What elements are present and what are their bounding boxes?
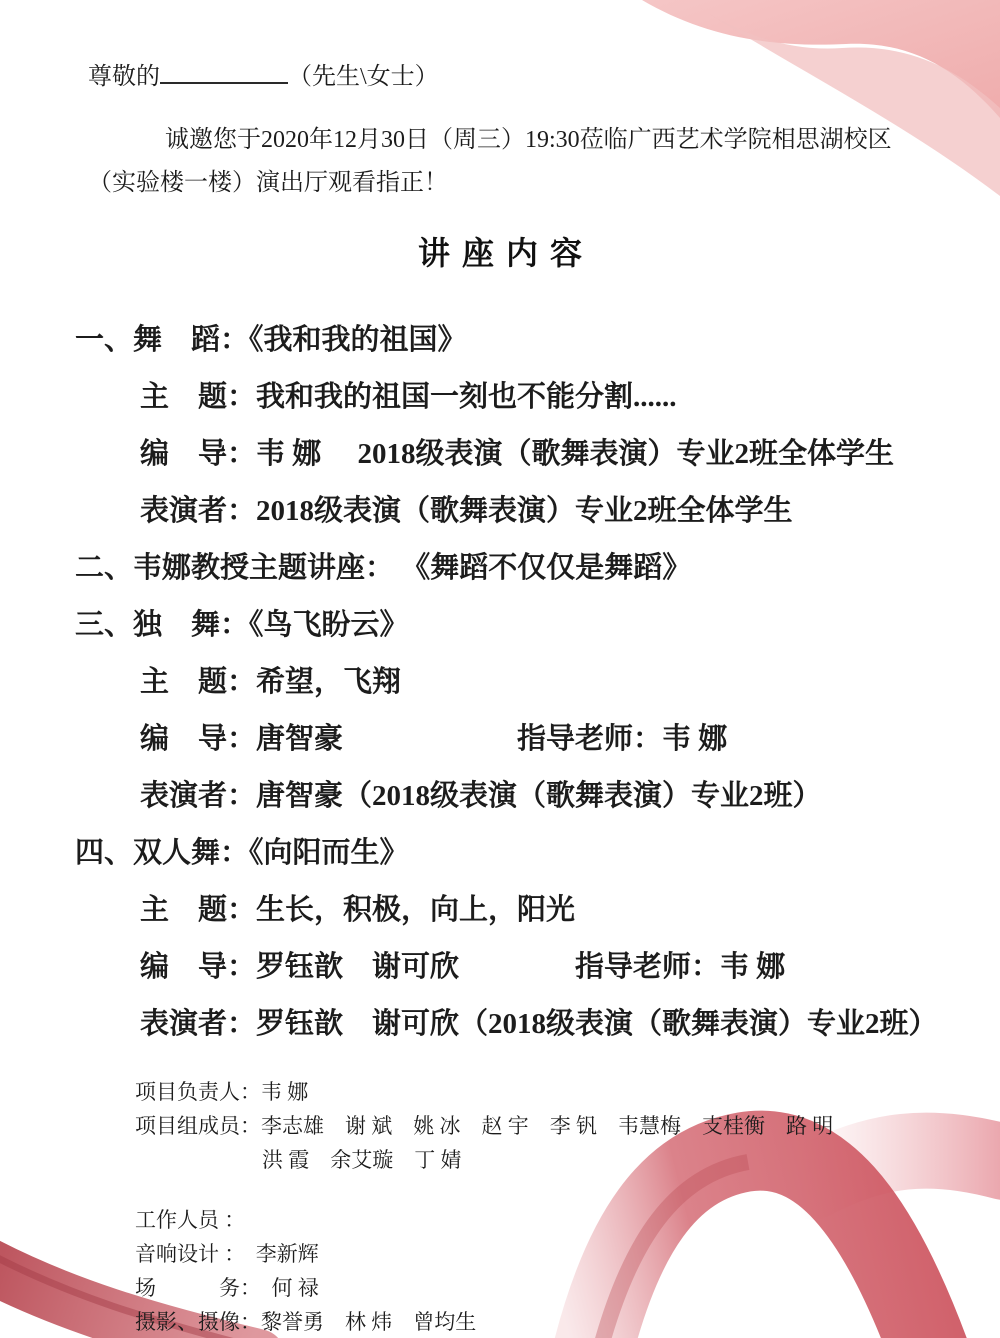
invite-line-2: （实验楼一楼）演出厅观看指正！ bbox=[88, 170, 448, 196]
credits-line: 工作人员 ： bbox=[135, 1208, 246, 1232]
credits-line: 项目负责人：韦 娜 bbox=[135, 1080, 309, 1104]
program-list bbox=[0, 312, 1000, 1053]
program-line: 四、双人舞：《向阳而生》 bbox=[75, 837, 409, 869]
credits-line: 项目组成员：李志雄 谢 斌 姚 冰 赵 宇 李 钒 韦慧梅 支桂衡 路 明 bbox=[135, 1114, 834, 1138]
salutation-blank-underline bbox=[160, 60, 288, 84]
page-title: 讲座内容 bbox=[417, 235, 594, 271]
credits-line: 场 务： 何 禄 bbox=[135, 1276, 319, 1300]
program-line: 编 导：罗钰歆 谢可欣 指导老师：韦 娜 bbox=[140, 951, 786, 983]
credits-spacer bbox=[0, 1177, 1000, 1203]
salutation-suffix: （先生\女士） bbox=[288, 64, 439, 90]
program-line: 表演者：罗钰歆 谢可欣（2018级表演（歌舞表演）专业2班） bbox=[140, 1008, 938, 1040]
program-line: 编 导：韦 娜 2018级表演（歌舞表演）专业2班全体学生 bbox=[140, 438, 895, 470]
program-line: 三、独 舞：《鸟飞盼云》 bbox=[75, 609, 409, 641]
program-line: 主 题：希望，飞翔 bbox=[140, 666, 402, 698]
credits-line: 洪 霞 余艾璇 丁 婧 bbox=[262, 1148, 462, 1172]
salutation-prefix: 尊敬的 bbox=[88, 64, 160, 90]
program-line: 二、韦娜教授主题讲座： 《舞蹈不仅仅是舞蹈》 bbox=[75, 552, 692, 584]
program-line: 一、舞 蹈：《我和我的祖国》 bbox=[75, 324, 467, 356]
program-line: 编 导：唐智豪 指导老师：韦 娜 bbox=[140, 723, 728, 755]
credits-line: 音响设计 ： 李新辉 bbox=[135, 1242, 319, 1266]
program-line: 表演者：唐智豪（2018级表演（歌舞表演）专业2班） bbox=[140, 780, 822, 812]
invite-line-1: 诚邀您于2020年12月30日（周三）19:30莅临广西艺术学院相思湖校区 bbox=[165, 127, 892, 153]
credits-list bbox=[0, 1075, 1000, 1338]
credits-line: 摄影、摄像：黎誉勇 林 炜 曾均生 bbox=[135, 1310, 477, 1334]
program-line: 表演者：2018级表演（歌舞表演）专业2班全体学生 bbox=[140, 495, 793, 527]
salutation-line bbox=[88, 60, 1000, 92]
program-line: 主 题：生长，积极，向上，阳光 bbox=[140, 894, 576, 926]
program-line: 主 题：我和我的祖国一刻也不能分割...... bbox=[140, 381, 677, 413]
